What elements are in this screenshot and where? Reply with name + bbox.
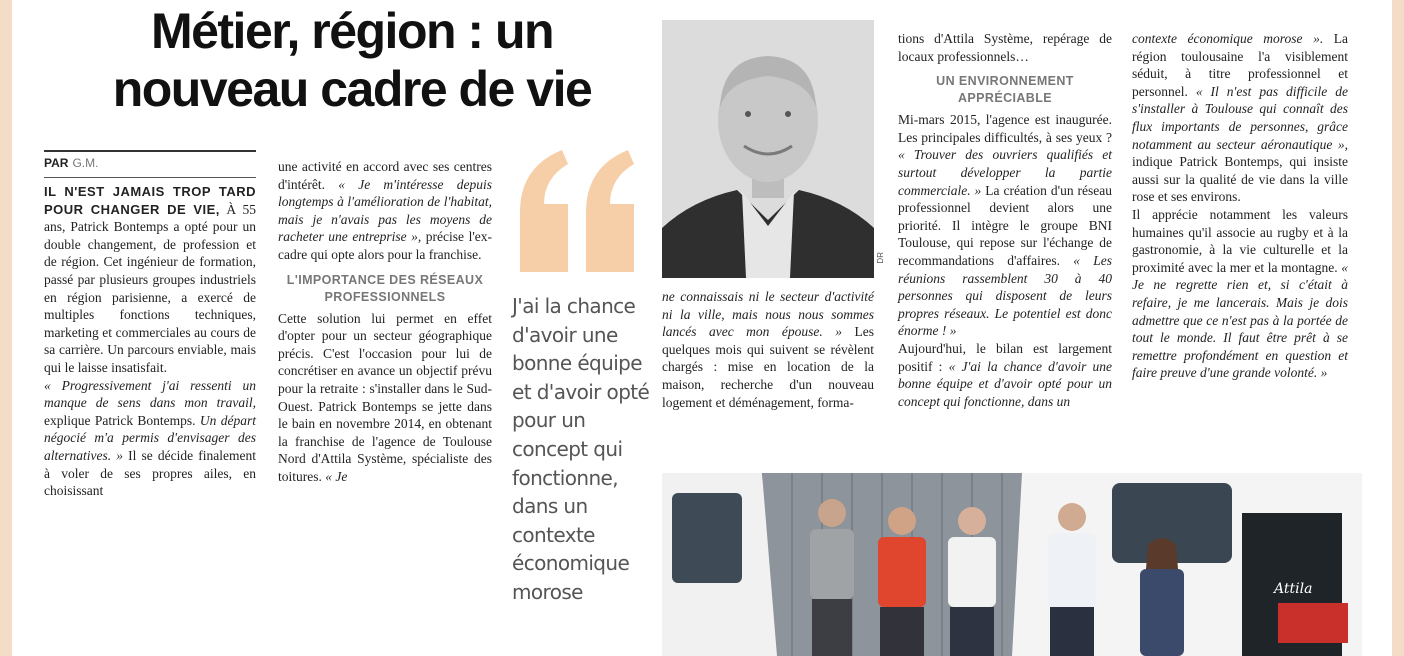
article-paragraph: Aujourd'hui, le bilan est largement positif : « J'ai la chance d'avoir une bonne équipe et d'avoir opté pour un concept qui fonctionne, dans un xyxy=(898,340,1112,409)
portrait-photo xyxy=(662,20,874,278)
byline-top-rule xyxy=(44,150,256,152)
article-column-3 xyxy=(662,288,874,411)
article-column-1 xyxy=(44,183,256,500)
article-paragraph: IL N'EST JAMAIS TROP TARD POUR CHANGER DE VIE, À 55 ans, Patrick Bontemps a opté pour un double changement, de profession et de région. Cet ingénieur de formation, passé par plusieurs groupes industriels en région parisienne, a exercé de multiples fonctions techniques, marketing et commerciales au cours de sa carrière. Un parcours enviable, mais qui le laisse insatisfait. xyxy=(44,184,257,375)
quote-mark-icon xyxy=(510,142,650,282)
article-paragraph: Il apprécie notamment les valeurs humaines qu'il associe au rugby et à la gastronomie, à la vie culturelle et la proximité avec la mer et la montagne. « Je ne regrette rien et, si c'était à refaire, je me lancerais. Mais je dois admettre que ce n'est pas à la portée de tout le monde. Il faut être prêt à se remettre profondément en question et faire preuve d'une grande volonté. » xyxy=(1132,206,1349,381)
byline-bottom-rule xyxy=(44,177,256,178)
newspaper-page xyxy=(12,0,1392,656)
article-column-5 xyxy=(1132,30,1348,382)
article-paragraph: contexte économique morose ». La région toulousaine l'a visiblement séduit, à titre professionnel et personnel. « Il n'est pas difficile de s'installer à Toulouse qui connaît des flux importants de personnes, grâce notamment au secteur aéronautique », indique Patrick Bontemps, qui insiste aussi sur la qualité de vie dans la ville rose et ses environs. xyxy=(1132,31,1348,205)
article-column-2 xyxy=(278,158,492,486)
pull-quote: J'ai la chance d'avoir une bonne équipe et d'avoir opté pour un concept qui fonctionne, dans un contexte économique morose xyxy=(512,294,650,604)
byline-author: G.M. xyxy=(72,156,99,170)
article-paragraph: Cette solution lui permet en effet d'opter pour un secteur géographique précis. C'est l'occasion pour lui de concrétiser en avance un objectif prévu pour la retraite : s'installer dans le Sud-Ouest. Patrick Bontemps se jette dans le bain en novembre 2014, en obtenant la franchise de l'agence de Toulouse Nord d'Attila Système, spécialiste des toitures. « Je xyxy=(278,310,492,484)
lead-in: IL N'EST JAMAIS TROP TARD POUR CHANGER DE VIE, xyxy=(44,184,256,217)
van-lettering: Attila xyxy=(1274,581,1313,597)
article-paragraph: ne connaissais ni le secteur d'activité ni la ville, mais nous nous sommes lancés avec mon épouse. » Les quelques mois qui suivent se révèlent chargés : mise en location de la maison, recherche d'un nouveau logement et déménagement, forma- xyxy=(662,289,874,410)
byline-par: PAR xyxy=(44,156,69,170)
headline-line-1: Métier, région : un xyxy=(150,3,554,59)
headline-line-2: nouveau cadre de vie xyxy=(112,61,592,117)
headline xyxy=(52,2,652,118)
article-paragraph: « Progressivement j'ai ressenti un manque de sens dans mon travail, explique Patrick Bontemps. Un départ négocié m'a permis d'envisager des alternatives. » Il se décide finalement à voler de ses propres ailes, en choisissant xyxy=(44,377,256,499)
article-column-4 xyxy=(898,30,1112,410)
team-photo xyxy=(662,473,1362,656)
byline xyxy=(44,156,256,170)
section-subhead: L'IMPORTANCE DES RÉSEAUX PROFESSIONNELS xyxy=(286,272,484,304)
article-paragraph: une activité en accord avec ses centres d'intérêt. « Je m'intéresse depuis longtemps à l'amélioration de l'habitat, mais je n'avais pas les moyens de racheter une entreprise », précise l'ex-cadre qui opte alors pour la franchise. xyxy=(278,159,492,262)
section-subhead: UN ENVIRONNEMENT APPRÉCIABLE xyxy=(936,74,1074,106)
article-paragraph: Mi-mars 2015, l'agence est inaugurée. Les principales difficultés, à ses yeux ? « Trouver des ouvriers qualifiés et surtout développer la partie commerciale. » La création d'un réseau professionnel devient alors une priorité. Il intègre le groupe BNI Toulouse, qui repose sur l'échange de recommandations d'affaires. « Les réunions rassemblent 30 à 40 personnes qui disposent de leurs propres réseaux. Le potentiel est donc énorme ! » xyxy=(898,112,1112,339)
photo-credit: DR xyxy=(876,252,885,264)
article-paragraph: tions d'Attila Système, repérage de locaux professionnels… xyxy=(898,31,1112,64)
